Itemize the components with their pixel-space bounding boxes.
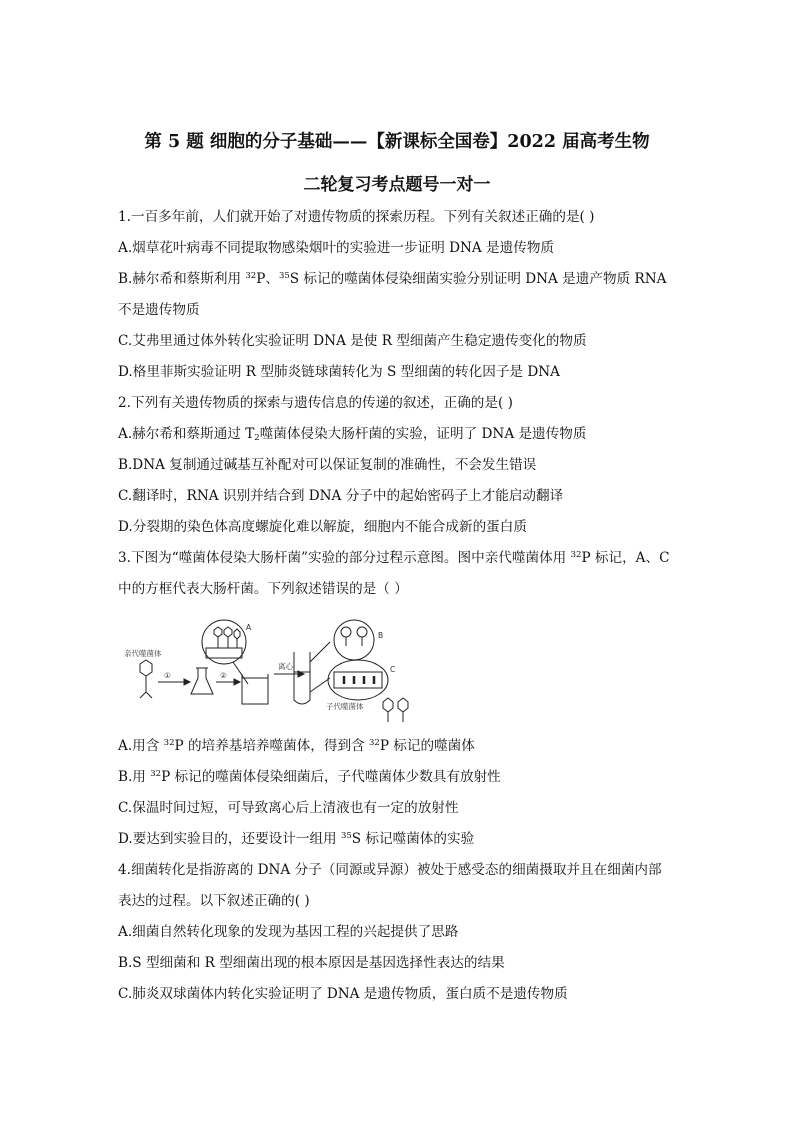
q2-option-a: A.赫尔希和蔡斯通过 $T_2$噬菌体侵染大肠杆菌的实验，证明了 DNA 是遗传物质 <box>118 426 587 443</box>
label-step-1: ① <box>164 671 171 680</box>
q2-option-d: D.分裂期的染色体高度螺旋化难以解旋，细胞内不能合成新的蛋白质 <box>118 519 527 535</box>
document-title-line-1: 第 5 题 细胞的分子基础——【新课标全国卷】2022 届高考生物 <box>144 132 650 152</box>
q4-option-b: B.S 型细菌和 R 型细菌出现的根本原因是基因选择性表达的结果 <box>118 955 505 971</box>
label-A: A <box>246 623 252 632</box>
q1-stem: 1.一百多年前，人们就开始了对遗传物质的探索历程。下列有关叙述正确的是( ) <box>118 209 595 225</box>
label-C: C <box>390 665 396 674</box>
q4-stem: 4.细菌转化是指游离的 DNA 分子（同源或异源）被处于感受态的细菌摄取并且在细菌内部 <box>118 862 662 878</box>
q1-option-b-continued: 不是遗传物质 <box>118 302 200 318</box>
q2-option-b: B.DNA 复制通过碱基互补配对可以保证复制的准确性，不会发生错误 <box>118 457 537 473</box>
test-tube <box>294 652 310 704</box>
label-B: B <box>378 631 384 640</box>
q1-option-b: B.赫尔希和蔡斯利用 $^{32}$P、$^{35}$S 标记的噬菌体侵染细菌实验分别证明 DNA 是遗产物质 RNA <box>118 271 667 287</box>
offspring-phage-icon <box>383 698 408 722</box>
phage-infection-diagram <box>118 612 418 724</box>
supernatant-circle-B <box>334 620 374 660</box>
document-title-line-2: 二轮复习考点题号一对一 <box>303 175 491 195</box>
flask-icon <box>191 668 213 694</box>
label-offspring-phage: 子代噬菌体 <box>326 702 364 711</box>
pellet-circle-C <box>328 660 388 700</box>
q3-stem: 3.下图为“噬菌体侵染大肠杆菌”实验的部分过程示意图。图中亲代噬菌体用 $^{32}$P 标记，A、C <box>118 550 670 566</box>
q2-stem: 2.下列有关遗传物质的探索与遗传信息的传递的叙述，正确的是( ) <box>118 395 513 411</box>
q3-option-a: A.用含 $^{32}$P 的培养基培养噬菌体，得到含 $^{32}$P 标记的噬菌体 <box>118 738 475 754</box>
label-parent-phage: 亲代噬菌体 <box>124 649 162 658</box>
q3-option-d: D.要达到实验目的，还要设计一组用 $^{35}$S 标记噬菌体的实验 <box>118 831 475 847</box>
q2-option-c: C.翻译时，RNA 识别并结合到 DNA 分子中的起始密码子上才能启动翻译 <box>118 488 564 504</box>
parent-phage-icon <box>140 660 152 698</box>
label-centrifuge: 离心 <box>278 662 293 671</box>
q1-option-d: D.格里菲斯实验证明 R 型肺炎链球菌转化为 S 型细菌的转化因子是 DNA <box>118 364 560 380</box>
q4-stem-continued: 表达的过程。以下叙述正确的( ) <box>118 893 310 909</box>
q3-stem-continued: 中的方框代表大肠杆菌。下列叙述错误的是（ ） <box>118 581 408 597</box>
infection-magnified-circle <box>202 620 246 664</box>
q1-option-a: A.烟草花叶病毒不同提取物感染烟叶的实验进一步证明 DNA 是遗传物质 <box>118 240 555 256</box>
label-step-2: ② <box>220 671 227 680</box>
q1-option-c: C.艾弗里通过体外转化实验证明 DNA 是使 R 型细菌产生稳定遗传变化的物质 <box>118 333 587 349</box>
q4-option-c: C.肺炎双球菌体内转化实验证明了 DNA 是遗传物质，蛋白质不是遗传物质 <box>118 986 568 1002</box>
q3-option-c: C.保温时间过短，可导致离心后上清液也有一定的放射性 <box>118 800 459 816</box>
q3-option-b: B.用 $^{32}$P 标记的噬菌体侵染细菌后，子代噬菌体少数具有放射性 <box>118 769 501 785</box>
q4-option-a: A.细菌自然转化现象的发现为基因工程的兴起提供了思路 <box>118 924 459 940</box>
